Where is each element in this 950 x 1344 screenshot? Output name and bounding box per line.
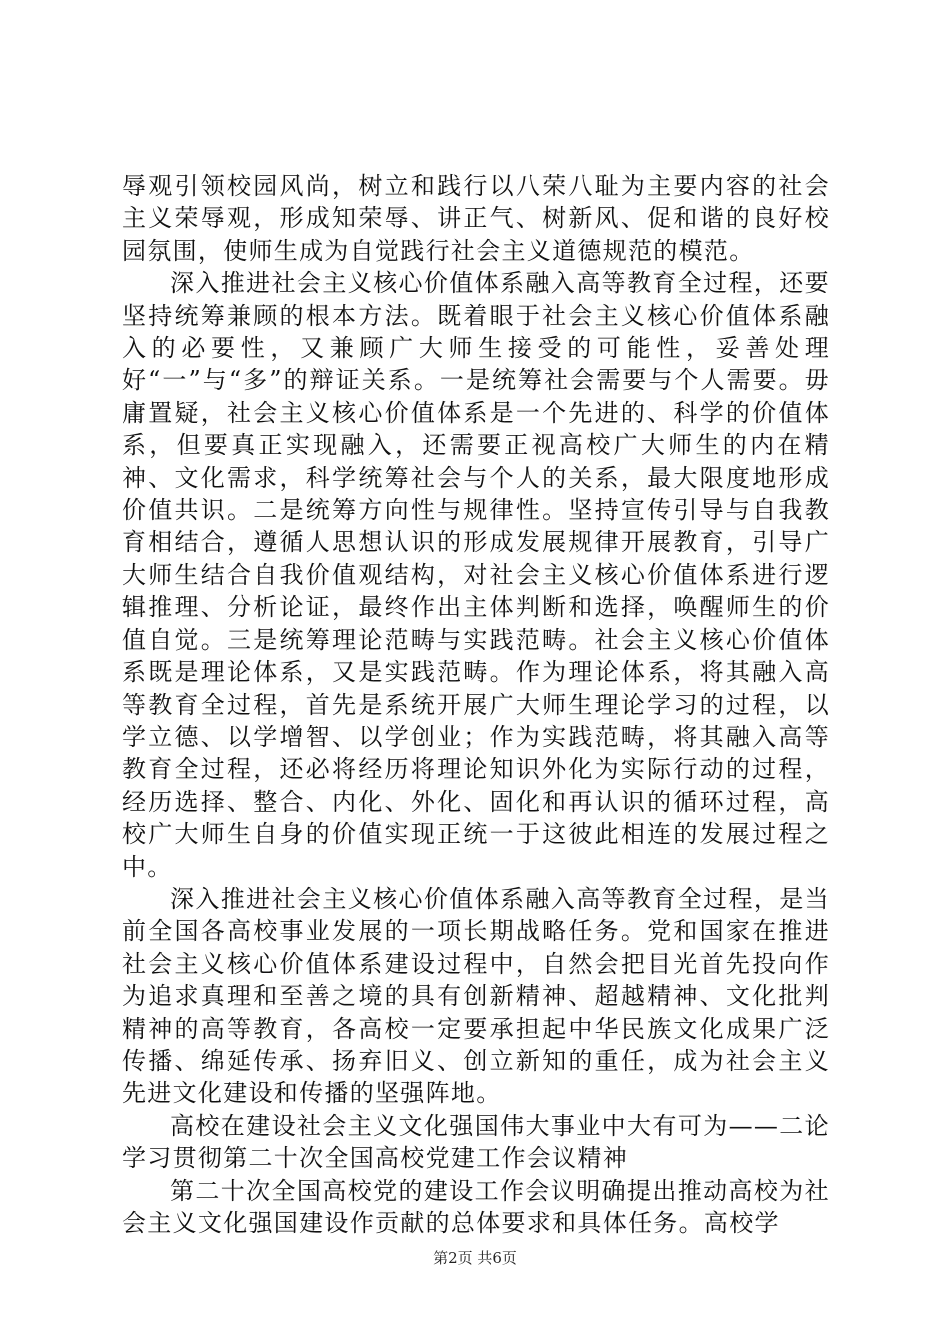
document-body (122, 170, 830, 1239)
page-number-footer: 第2页 共6页 (433, 1249, 517, 1267)
paragraph-conference: 第二十次全国高校党的建设工作会议明确提出推动高校为社会主义文化强国建设作贡献的总体要求和具体任务。高校学 (122, 1176, 830, 1237)
paragraph-continued: 辱观引领校园风尚，树立和践行以八荣八耻为主要内容的社会主义荣辱观，形成知荣辱、讲正气、树新风、促和谐的良好校园氛围，使师生成为自觉践行社会主义道德规范的模范。 (122, 172, 830, 265)
paragraph-methodology: 深入推进社会主义核心价值体系融入高等教育全过程，还要坚持统筹兼顾的根本方法。既着眼于社会主义核心价值体系融入的必要性，又兼顾广大师生接受的可能性，妥善处理好“一”与“多”的辩证关系。一是统筹社会需要与个人需要。毋庸置疑，社会主义核心价值体系是一个先进的、科学的价值体系，但要真正实现融入，还需要正视高校广大师生的内在精神、文化需求，科学统筹社会与个人的关系，最大限度地形成价值共识。二是统筹方向性与规律性。坚持宣传引导与自我教育相结合，遵循人思想认识的形成发展规律开展教育，引导广大师生结合自我价值观结构，对社会主义核心价值体系进行逻辑推理、分析论证，最终作出主体判断和选择，唤醒师生的价值自觉。三是统筹理论范畴与实践范畴。社会主义核心价值体系既是理论体系，又是实践范畴。作为理论体系，将其融入高等教育全过程，首先是系统开展广大师生理论学习的过程，以学立德、以学增智、以学创业；作为实践范畴，将其融入高等教育全过程，还必将经历将理论知识外化为实际行动的过程，经历选择、整合、内化、外化、固化和再认识的循环过程，高校广大师生自身的价值实现正统一于这彼此相连的发展过程之中。 (122, 269, 830, 881)
article-heading: 高校在建设社会主义文化强国伟大事业中大有可为——二论学习贯彻第二十次全国高校党建工作会议精神 (122, 1111, 830, 1173)
paragraph-strategic-task: 深入推进社会主义核心价值体系融入高等教育全过程，是当前全国各高校事业发展的一项长期战略任务。党和国家在推进社会主义核心价值体系建设过程中，自然会把目光首先投向作为追求真理和至善之境的具有创新精神、超越精神、文化批判精神的高等教育，各高校一定要承担起中华民族文化成果广泛传播、绵延传承、扬弃旧义、创立新知的重任，成为社会主义先进文化建设和传播的坚强阵地。 (122, 884, 830, 1108)
